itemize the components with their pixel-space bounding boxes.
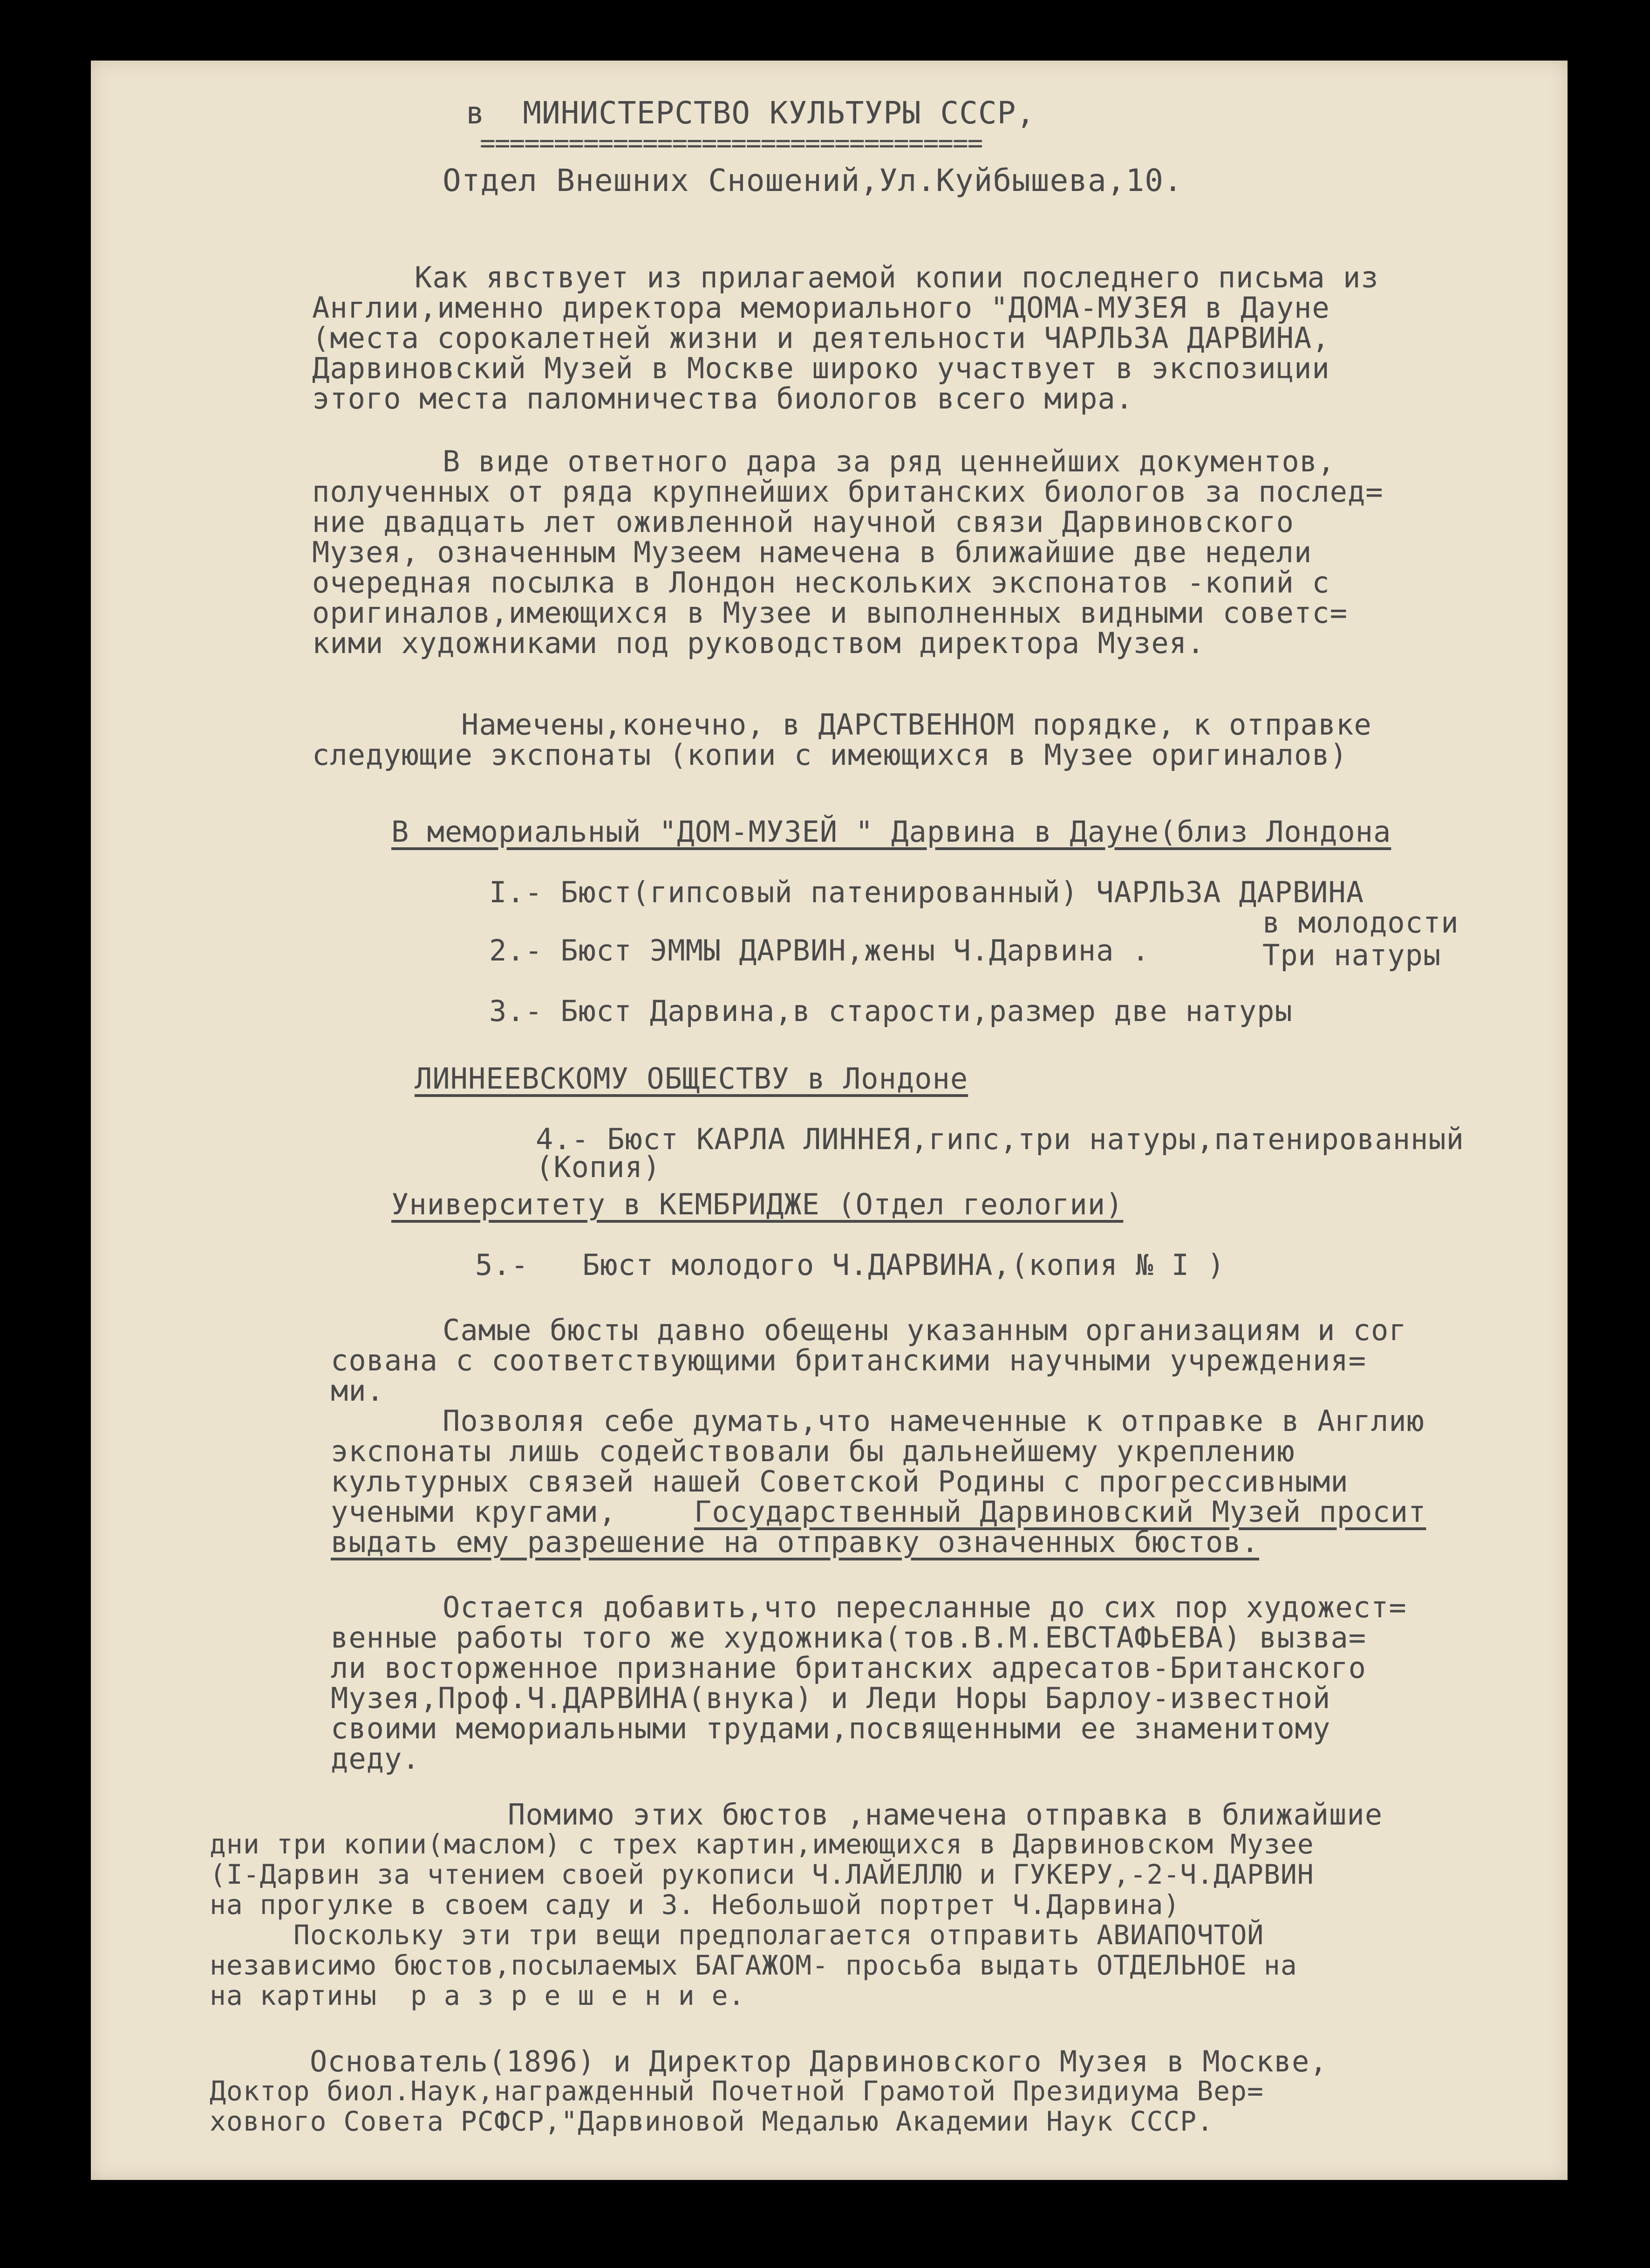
paragraph-line: (I-Дарвин за чтением своей рукописи Ч.ЛАЙЕЛЛЮ и ГУКЕРУ,-2-Ч.ДАРВИН — [210, 1859, 1314, 1890]
request-line-underlined: Государственный Дарвиновский Музей просит — [694, 1495, 1426, 1529]
list-item-note: (Копия) — [536, 1150, 661, 1184]
signature-line: Доктор биол.Наук,награжденный Почетной Грамотой Президиума Вер= — [210, 2075, 1264, 2107]
list-item: 4.- Бюст КАРЛА ЛИННЕЯ,гипс,три натуры,патенированный — [536, 1122, 1465, 1156]
list-item-note: в молодости — [1262, 906, 1459, 940]
addressee-line: в МИНИСТЕРСТВО КУЛЬТУРЫ СССР, — [466, 95, 1036, 131]
paragraph-line: очередная посылка в Лондон нескольких экспонатов -копий с — [312, 565, 1330, 599]
paragraph-line: (места сорокалетней жизни и деятельности ЧАРЛЬЗА ДАРВИНА, — [312, 321, 1330, 355]
list-item: 2.- Бюст ЭММЫ ДАРВИН,жены Ч.Дарвина . — [489, 933, 1150, 967]
paragraph-line: своими мемориальными трудами,посвященными ее знаменитому — [331, 1711, 1331, 1745]
paragraph-line: Как явствует из прилагаемой копии последнего письма из — [415, 260, 1379, 294]
section-heading-memorial: В мемориальный "ДОМ-МУЗЕЙ " Дарвина в Дауне(близ Лондона — [391, 815, 1391, 849]
paragraph-line: Англии,именно директора мемориального "ДОМА-МУЗЕЯ в Дауне — [312, 291, 1330, 325]
paragraph-line: дни три копии(маслом) с трех картин,имеющихся в Дарвиновском Музее — [210, 1828, 1314, 1860]
paragraph-line: на картины р а з р е ш е н и е. — [210, 1980, 745, 2011]
typewritten-page — [91, 61, 1568, 2180]
list-item: 5.- Бюст молодого Ч.ДАРВИНА,(копия № I ) — [475, 1248, 1225, 1282]
paragraph-line: оригиналов,имеющихся в Музее и выполненных видными советс= — [312, 596, 1348, 630]
paragraph-line: Намечены,конечно, в ДАРСТВЕННОМ порядке, к отправке — [461, 708, 1372, 742]
paragraph-line: сована с соответствующими британскими научными учреждения= — [331, 1343, 1366, 1377]
paragraph-line: Поскольку эти три вещи предполагается отправить АВИАПОЧТОЙ — [293, 1919, 1264, 1951]
signature-line: ховного Совета РСФСР,"Дарвиновой Медалью Академии Наук СССР. — [210, 2105, 1214, 2137]
section-heading-cambridge: Университету в КЕМБРИДЖЕ (Отдел геологии) — [391, 1187, 1124, 1221]
paragraph-line: Музея,Проф.Ч.ДАРВИНА(внука) и Леди Норы Барлоу-известной — [331, 1681, 1331, 1715]
list-item: 3.- Бюст Дарвина,в старости,размер две натуры — [489, 994, 1293, 1028]
paragraph-line: кими художниками под руководством директора Музея. — [312, 626, 1205, 660]
paragraph-line: этого места паломничества биологов всего мира. — [312, 381, 1134, 415]
department-line: Отдел Внешних Сношений,Ул.Куйбышева,10. — [443, 163, 1183, 198]
paragraph-line: ли восторженное признание британских адресатов-Британского — [331, 1651, 1366, 1685]
paragraph-line: В виде ответного дара за ряд ценнейших документов, — [443, 444, 1336, 478]
paragraph-line: Позволяя себе думать,что намеченные к отправке в Англию — [443, 1404, 1425, 1438]
paragraph-line: деду. — [331, 1742, 420, 1776]
paragraph-line: Дарвиновский Музей в Москве широко участвует в экспозиции — [312, 351, 1330, 385]
list-item-note: Три натуры — [1262, 938, 1441, 972]
paragraph-line: следующие экспонаты (копии с имеющихся в Музее оригиналов) — [312, 738, 1348, 772]
paragraph-line: культурных связей нашей Советской Родины с прогрессивными — [331, 1464, 1349, 1498]
paragraph-line: Самые бюсты давно обещены указанным организациям и сог — [443, 1313, 1407, 1347]
paragraph-line: ми. — [331, 1374, 384, 1408]
request-line-underlined: выдать ему разрешение на отправку означенных бюстов. — [331, 1525, 1260, 1559]
signature-line: Основатель(1896) и Директор Дарвиновского Музея в Москве, — [310, 2044, 1328, 2078]
paragraph-line: Помимо этих бюстов ,намечена отправка в ближайшие — [508, 1798, 1383, 1832]
paragraph-line: Музея, означенным Музеем намечена в ближайшие две недели — [312, 535, 1312, 569]
paragraph-line: учеными кругами, — [331, 1495, 617, 1529]
list-item: I.- Бюст(гипсовый патенированный) ЧАРЛЬЗА ДАРВИНА — [489, 875, 1364, 909]
header-separator: ================================== — [480, 128, 982, 158]
paragraph-line: полученных от ряда крупнейших британских биологов за послед= — [312, 475, 1384, 509]
paragraph-line: экспонаты лишь содействовали бы дальнейшему укреплению — [331, 1434, 1295, 1468]
paragraph-line: ние двадцать лет оживленной научной связи Дарвиновского — [312, 505, 1294, 539]
section-heading-linnean: ЛИННЕЕВСКОМУ ОБЩЕСТВУ в Лондоне — [415, 1062, 968, 1096]
paragraph-line: венные работы того же художника(тов.В.М.ЕВСТАФЬЕВА) вызва= — [331, 1621, 1366, 1655]
paragraph-line: независимо бюстов,посылаемых БАГАЖОМ- просьба выдать ОТДЕЛЬНОЕ на — [210, 1949, 1297, 1981]
paragraph-line: Остается добавить,что пересланные до сих пор художест= — [443, 1590, 1407, 1624]
paragraph-line: на прогулке в своем саду и 3. Небольшой портрет Ч.Дарвина) — [210, 1889, 1180, 1921]
